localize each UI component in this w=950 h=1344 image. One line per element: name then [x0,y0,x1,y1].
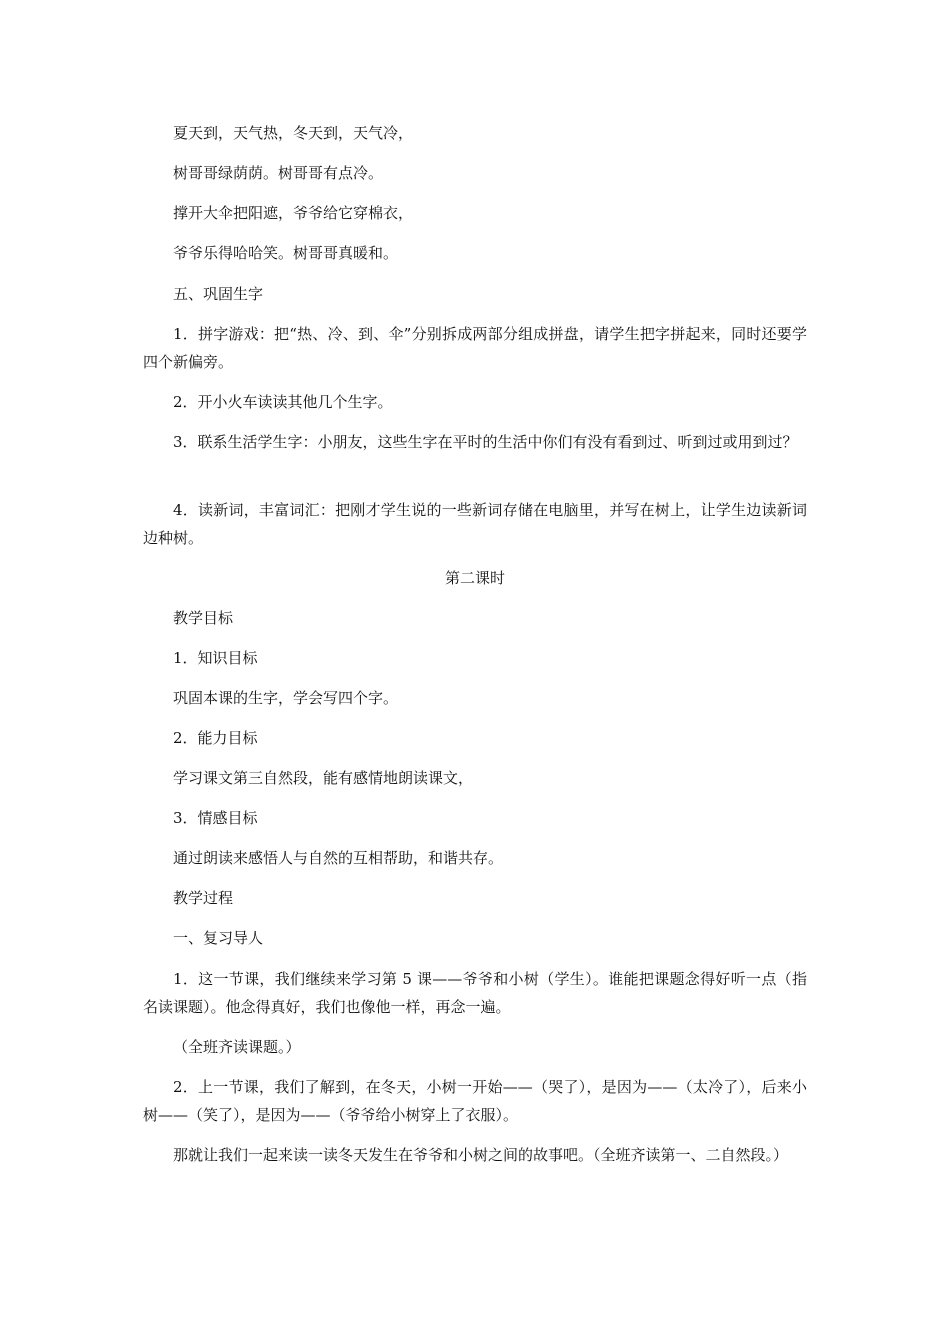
lesson-title: 第二课时 [444,569,505,587]
review-item-1: 1．这一节课，我们继续来学习第 5 课——爷爷和小树（学生）。谁能把课题念得好听一点（指名读课题）。他念得真好，我们也像他一样，再念一遍。 [143,970,807,1016]
consolidate-item-3: 3．联系生活学生字：小朋友，这些生字在平时的生活中你们有没有看到过、听到过或用到过？ [173,433,798,451]
goal-2-heading: 2．能力目标 [173,729,258,747]
review-item-1-note: （全班齐读课题。） [173,1038,301,1056]
review-item-3: 那就让我们一起来读一读冬天发生在爷爷和小树之间的故事吧。（全班齐读第一、二自然段。） [173,1146,789,1164]
poem-line-3: 撑开大伞把阳遮，爷爷给它穿棉衣， [173,204,414,222]
goal-3-text: 通过朗读来感悟人与自然的互相帮助，和谐共存。 [173,849,504,867]
poem-line-4: 爷爷乐得哈哈笑。树哥哥真暖和。 [173,244,399,262]
poem-line-1: 夏天到，天气热，冬天到，天气冷， [173,124,414,142]
goals-heading: 教学目标 [173,609,234,627]
consolidate-item-2: 2．开小火车读读其他几个生字。 [173,393,393,411]
consolidate-item-4: 4．读新词，丰富词汇：把刚才学生说的一些新词存储在电脑里，并写在树上，让学生边读新词边种树。 [143,501,807,547]
section-heading-consolidate: 五、巩固生字 [173,285,264,303]
process-heading: 教学过程 [173,889,234,907]
review-heading: 一、复习导人 [173,929,264,947]
goal-1-text: 巩固本课的生字，学会写四个字。 [173,689,399,707]
goal-2-text: 学习课文第三自然段，能有感情地朗读课文， [173,769,474,787]
poem-line-2: 树哥哥绿荫荫。树哥哥有点冷。 [173,164,384,182]
consolidate-item-1: 1．拼字游戏：把“热、冷、到、伞”分别拆成两部分组成拼盘，请学生把字拼起来，同时还要学四个新偏旁。 [143,325,807,371]
goal-3-heading: 3．情感目标 [173,809,258,827]
goal-1-heading: 1．知识目标 [173,649,258,667]
review-item-2: 2．上一节课，我们了解到，在冬天，小树一开始——（哭了），是因为——（太冷了），后来小树——（笑了），是因为——（爷爷给小树穿上了衣服）。 [143,1078,807,1124]
